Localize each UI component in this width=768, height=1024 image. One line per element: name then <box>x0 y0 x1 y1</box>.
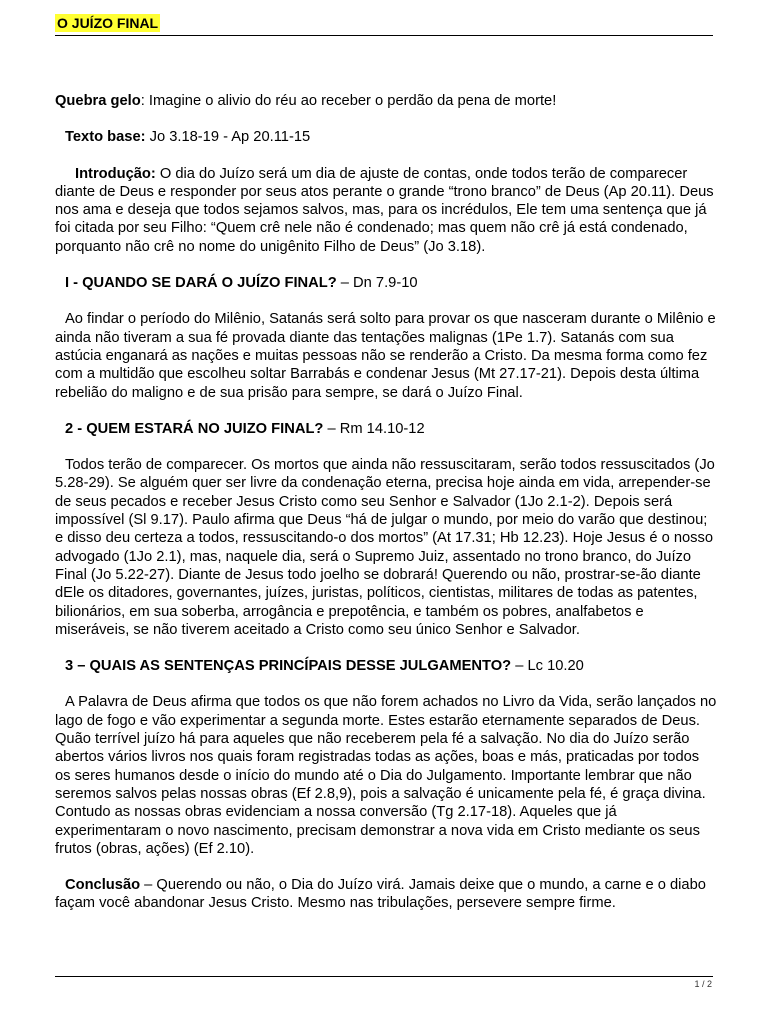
quebra-gelo-text: : Imagine o alivio do réu ao receber o perdão da pena de morte! <box>140 93 557 109</box>
section-body: Todos terão de comparecer. Os mortos que ainda não ressuscitaram, serão todos ressuscitados (Jo 5.28-29). Se alguém quer ser livre da condenação eterna, precisa hoje ainda em vida, arrepender-se de seus pecados e receber Jesus Cristo como seu Senhor e Salvador (1Jo 2.1-2). Depois será impossível (Sl 9.17). Paulo afirma que Deus “há de julgar o mundo, por meio do varão que destinou; e disso deu certeza a todos, ressuscitando-o dos mortos” (At 17.31; Hb 12.23). Hoje Jesus é o nosso advogado (1Jo 2.1), mas, naquele dia, será o Supremo Juiz, assentado no trono branco, do Juízo Final (Jo 5.22-27). Diante de Jesus todo joelho se dobrará! Querendo ou não, prostrar-se-ão diante dEle os ditadores, governantes, juízes, juristas, políticos, cientistas, militares de todas as patentes, bilionários, em sua soberba, arrogância e prepotência, e também os pobres, analfabetos e miseráveis, se não tiverem aceitado a Cristo como seu único Senhor e Salvador. <box>55 457 715 638</box>
conclusao-text: – Querendo ou não, o Dia do Juízo virá. Jamais deixe que o mundo, a carne e o diabo façam você abandonar Jesus Cristo. Mesmo nas tribulações, persevere sempre firme. <box>55 877 706 912</box>
introducao-label: Introdução: <box>75 165 156 182</box>
section-heading: 3 – QUAIS AS SENTENÇAS PRINCÍPAIS DESSE JULGAMENTO? <box>65 658 512 675</box>
section-body: Ao findar o período do Milênio, Satanás será solto para provar os que nasceram durante o Milênio e ainda não tiveram a sua fé provada diante das tentações malignas (1Pe 1.7). Satanás com sua astúcia enganará as nações e muitas pessoas não se renderão a Cristo. Da mesma forma como fez com a multidão que escolheu soltar Barrabás e condenar Jesus (Mt 27.17-21). Depois desta última rebelião do maligno e de sua prisão para sempre, se dará o Juízo Final. <box>55 311 716 401</box>
quebra-gelo-paragraph <box>55 92 717 110</box>
quebra-gelo-label: Quebra gelo <box>55 93 141 109</box>
texto-base-text: Jo 3.18-19 - Ap 20.11-15 <box>145 129 311 146</box>
document-title: O JUÍZO FINAL <box>57 15 159 31</box>
section-heading: 2 - QUEM ESTARÁ NO JUIZO FINAL? <box>65 420 324 437</box>
page-number: 1 / 2 <box>694 979 712 989</box>
section-ref: – Dn 7.9-10 <box>336 275 418 292</box>
section-heading: I - QUANDO SE DARÁ O JUÍZO FINAL? <box>65 275 337 292</box>
section-ref: – Lc 10.20 <box>511 658 584 675</box>
footer-divider <box>55 976 713 977</box>
section-ref: – Rm 14.10-12 <box>323 420 425 437</box>
conclusao-label: Conclusão <box>65 877 141 894</box>
introducao-text: O dia do Juízo será um dia de ajuste de contas, onde todos terão de comparecer diante de Deus e responder por seus atos perante o grande “trono branco” de Deus (Ap 20.11). Deus nos ama e deseja que todos sejamos salvos, mas, para os incrédulos, Ele tem uma sentença que já foi citada por seu Filho: “Quem crê nele não é condenado; mas quem não crê já está condenado, porquanto não crê no nome do unigênito Filho de Deus” (Jo 3.18). <box>55 165 714 255</box>
document-body <box>55 92 717 931</box>
section-3-body <box>55 693 717 858</box>
section-1-body <box>55 310 717 401</box>
conclusao-paragraph <box>55 876 717 913</box>
texto-base-label: Texto base: <box>65 129 146 146</box>
texto-base-paragraph <box>55 128 717 146</box>
introducao-paragraph <box>55 165 717 256</box>
section-2-body <box>55 456 717 639</box>
section-2-heading <box>55 420 717 438</box>
header-divider <box>55 35 713 36</box>
section-3-heading <box>55 657 717 675</box>
section-body: A Palavra de Deus afirma que todos os que não forem achados no Livro da Vida, serão lançados no lago de fogo e vão experimentar a segunda morte. Estes estarão eternamente separados de Deus. Quão terrível juízo há para aqueles que não receberem pela fé a salvação. No dia do Juízo serão abertos vários livros nos quais foram registradas todas as ações, boas e más, praticadas por todos os seres humanos desde o início do mundo até o Dia do Julgamento. Importante lembrar que não seremos salvos pelas nossas obras (Ef 2.8,9), pois a salvação é unicamente pela fé, é graça divina. Contudo as nossas obras evidenciam a nossa conversão (Tg 2.17-18). Aqueles que já experimentaram o novo nascimento, precisam demonstrar a nova vida em Cristo mediante os seus frutos (obras, ações) (Ef 2.10). <box>55 694 717 857</box>
section-1-heading <box>55 274 717 292</box>
